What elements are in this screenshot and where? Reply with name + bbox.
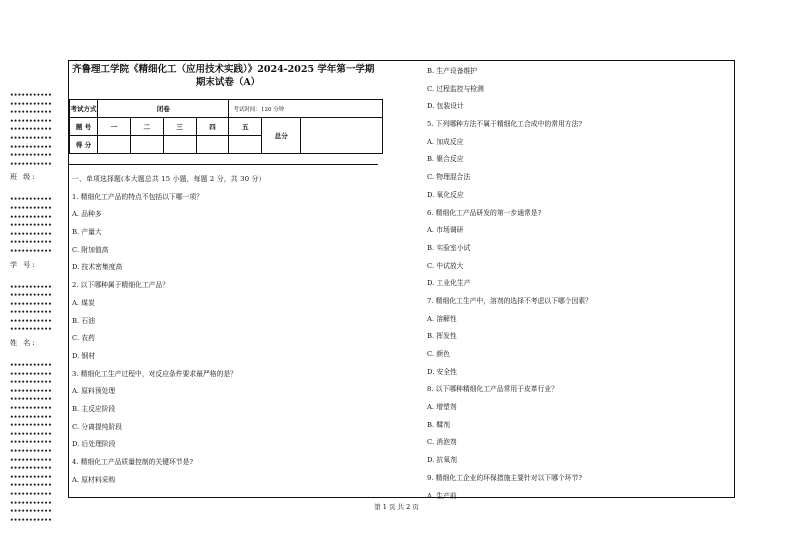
question-line: 2. 以下哪种属于精细化工产品？: [72, 281, 170, 290]
dots-group-2: [10, 196, 60, 256]
dot-line: •••••••••••: [10, 239, 52, 247]
dot-line: •••••••••••: [10, 405, 52, 413]
dot-line: •••••••••••: [10, 92, 52, 99]
dot-line: •••••••••••: [10, 413, 52, 421]
question-col-5: 五: [229, 118, 262, 136]
name-label: 姓 名:: [10, 339, 37, 348]
option-line: C. 农药: [72, 334, 95, 343]
score-cell-3[interactable]: [163, 136, 196, 154]
dot-line: •••••••••••: [10, 213, 52, 221]
option-line: A. 市场调研: [427, 226, 464, 235]
question-line: 1. 精细化工产品的特点不包括以下哪一项？: [72, 192, 203, 201]
option-line: C. 附加值高: [72, 245, 109, 254]
dot-line: •••••••••••: [10, 396, 52, 404]
option-line: C. 颜色: [427, 350, 450, 358]
dot-line: •••••••••••: [10, 134, 52, 142]
score-cell-2[interactable]: [130, 136, 163, 154]
dot-line: •••••••••••: [10, 317, 52, 325]
dot-line: •••••••••••: [10, 222, 52, 230]
option-line: A. 加成反应: [427, 137, 464, 146]
question-line: 9. 精细化工企业的环保措施主要针对以下哪个环节?: [427, 473, 583, 482]
right-column: [425, 61, 725, 500]
dot-line: •••••••••••: [10, 465, 52, 473]
binding-margin: [10, 92, 60, 525]
option-line: D. 抗氧剂: [427, 456, 457, 465]
question-col-4: 四: [196, 118, 229, 136]
option-line: A. 原料预处理: [72, 387, 116, 396]
question-line: 3. 精细化工生产过程中，对反应条件要求最严格的是？: [72, 369, 237, 378]
dot-line: •••••••••••: [10, 309, 52, 317]
total-score-cell[interactable]: [301, 118, 383, 154]
dot-line: •••••••••••: [10, 370, 52, 378]
dot-line: •••••••••••: [10, 326, 52, 334]
dot-line: •••••••••••: [10, 204, 52, 212]
option-line: D. 工业化生产: [427, 279, 471, 288]
question-number-row: [70, 118, 383, 136]
dot-line: •••••••••••: [10, 379, 52, 387]
dot-line: •••••••••••: [10, 490, 52, 498]
option-line: A. 原材料采购: [72, 475, 116, 484]
question-no-label: 题 号: [70, 118, 98, 136]
exam-title-line1: 齐鲁理工学院《精细化工（应用技术实践）》2024-2025 学年第一学期: [72, 64, 375, 75]
dot-line: •••••••••••: [10, 499, 52, 507]
dot-line: •••••••••••: [10, 482, 52, 490]
option-line: A. 增塑剂: [427, 403, 457, 412]
dot-line: •••••••••••: [10, 508, 52, 516]
dot-line: •••••••••••: [10, 247, 52, 255]
option-line: C. 消泡剂: [427, 438, 457, 447]
dot-line: •••••••••••: [10, 143, 52, 151]
dot-line: •••••••••••: [10, 160, 52, 168]
option-line: D. 后处理阶段: [72, 440, 116, 449]
option-line: B. 实验室小试: [427, 243, 471, 252]
dot-line: •••••••••••: [10, 230, 52, 238]
option-line: B. 挥发性: [427, 332, 457, 341]
option-line: A. 品种多: [72, 210, 102, 219]
dot-line: •••••••••••: [10, 126, 52, 134]
student-id-label: 学 号:: [10, 260, 37, 269]
exam-info-row: [70, 100, 383, 118]
option-line: D. 技术密集度高: [72, 263, 123, 272]
question-col-1: 一: [97, 118, 130, 136]
option-line: A. 生产前: [427, 491, 457, 500]
exam-time: 考试时间：120 分钟: [229, 100, 383, 118]
dot-line: •••••••••••: [10, 387, 52, 395]
class-label: 班 级:: [10, 173, 37, 182]
dot-line: •••••••••••: [10, 117, 52, 125]
dots-group-3: [10, 284, 60, 336]
dots-group-4: [10, 362, 60, 525]
option-line: B. 生产设备维护: [427, 67, 478, 75]
exam-mode-label: 考试方式: [70, 100, 98, 118]
question-col-3: 三: [163, 118, 196, 136]
dot-line: •••••••••••: [10, 152, 52, 160]
question-col-2: 二: [130, 118, 163, 136]
option-line: C. 物理混合法: [427, 173, 471, 182]
option-line: B. 石油: [72, 316, 95, 325]
option-line: C. 过程监控与检测: [427, 84, 484, 93]
score-cell-1[interactable]: [97, 136, 130, 154]
option-line: B. 产量大: [72, 228, 102, 237]
dot-line: •••••••••••: [10, 456, 52, 464]
option-line: C. 分离提纯阶段: [72, 422, 123, 431]
option-line: C. 中试放大: [427, 261, 464, 270]
dot-line: •••••••••••: [10, 422, 52, 430]
dot-line: •••••••••••: [10, 516, 52, 524]
left-question-list: [72, 171, 384, 489]
right-question-list: [427, 63, 739, 505]
score-table: [69, 99, 383, 154]
question-line: 8. 以下哪种精细化工产品常用于皮革行业？: [427, 385, 558, 394]
exam-mode-value: 闭卷: [97, 100, 229, 118]
option-line: D. 包装设计: [427, 102, 464, 111]
question-line: 5. 下列哪种方法不属于精细化工合成中的常用方法?: [427, 120, 583, 129]
page-footer: 第 1 页 共 2 页: [374, 503, 419, 511]
dot-line: •••••••••••: [10, 196, 52, 204]
option-line: D. 安全性: [427, 367, 457, 376]
dot-line: •••••••••••: [10, 430, 52, 438]
dot-line: •••••••••••: [10, 448, 52, 455]
option-line: D. 氧化反应: [427, 190, 464, 199]
exam-title: [69, 61, 387, 89]
option-line: B. 聚合反应: [427, 155, 464, 164]
section-divider: [69, 164, 378, 165]
section-heading: 一、单项选择题(本大题总共 15 小题，每题 2 分，共 30 分）: [72, 175, 266, 183]
score-cell-5[interactable]: [229, 136, 262, 154]
dot-line: •••••••••••: [10, 300, 52, 308]
option-line: D. 钢材: [72, 351, 96, 360]
option-line: B. 主反应阶段: [72, 404, 116, 413]
question-line: 7. 精细化工生产中，溶剂的选择不考虑以下哪个因素？: [427, 296, 592, 305]
dot-line: •••••••••••: [10, 109, 52, 117]
total-score-label: 总分: [262, 118, 301, 154]
question-line: 6. 精细化工产品研发的第一步通常是?: [427, 208, 542, 217]
dot-line: •••••••••••: [10, 362, 52, 370]
score-label: 得 分: [70, 136, 98, 154]
dot-line: •••••••••••: [10, 292, 52, 300]
dots-group-1: [10, 92, 60, 169]
option-line: B. 鞣剂: [427, 420, 450, 429]
dot-line: •••••••••••: [10, 439, 52, 447]
option-line: A. 溶解性: [427, 314, 457, 323]
question-line: 4. 精细化工产品质量控制的关键环节是?: [72, 458, 194, 466]
score-cell-4[interactable]: [196, 136, 229, 154]
dot-line: •••••••••••: [10, 100, 52, 108]
left-column: [69, 61, 387, 497]
exam-page-frame: [68, 60, 735, 498]
exam-title-line2: 期末试卷（A）: [195, 77, 261, 88]
dot-line: •••••••••••: [10, 473, 52, 481]
option-line: A. 煤炭: [72, 298, 95, 307]
dot-line: •••••••••••: [10, 283, 52, 291]
